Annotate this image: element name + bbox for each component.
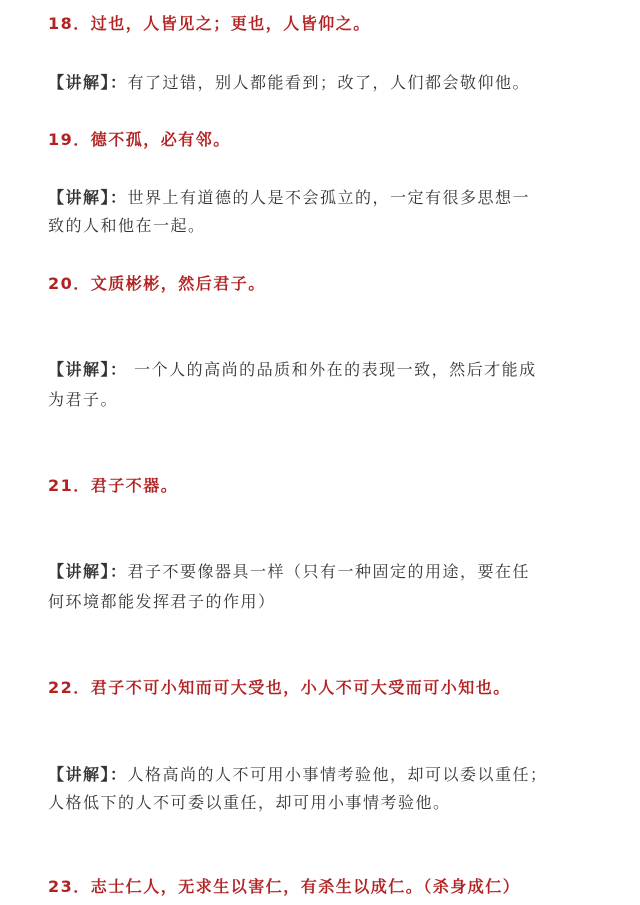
entry-23-heading: 23．志士仁人，无求生以害仁，有杀生以成仁。（杀身成仁） <box>48 877 521 896</box>
entry-20-heading: 20．文质彬彬，然后君子。 <box>48 274 266 293</box>
explanation-text: 有了过错，别人都能看到；改了，人们都会敬仰他。 <box>127 73 531 92</box>
explanation-text: 世界上有道德的人是不会孤立的，一定有很多思想一 <box>127 188 531 207</box>
explanation-tag: 【讲解】： <box>48 765 128 784</box>
entry-18-explanation-line-1 <box>48 73 594 93</box>
entry-20-explanation-line-1 <box>48 360 594 380</box>
explanation-tag: 【讲解】： <box>48 562 128 581</box>
entry-22-explanation-line-2: 人格低下的人不可委以重任，却可用小事情考验他。 <box>48 793 451 812</box>
explanation-text: 一个人的高尚的品质和外在的表现一致，然后才能成 <box>127 360 537 379</box>
entry-19-heading: 19．德不孤，必有邻。 <box>48 130 231 149</box>
explanation-tag: 【讲解】： <box>48 360 128 379</box>
entry-21-explanation-line-2: 何环境都能发挥君子的作用） <box>48 592 276 611</box>
entry-19-explanation-line-2: 致的人和他在一起。 <box>48 216 206 235</box>
entry-20-explanation-line-2: 为君子。 <box>48 390 119 409</box>
explanation-text: 人格高尚的人不可用小事情考验他，却可以委以重任； <box>127 765 548 784</box>
entry-21-explanation-line-1 <box>48 562 594 582</box>
explanation-text: 君子不要像器具一样（只有一种固定的用途，要在任 <box>127 562 531 581</box>
entry-19-explanation-line-1 <box>48 188 594 208</box>
explanation-tag: 【讲解】： <box>48 188 128 207</box>
explanation-tag: 【讲解】： <box>48 73 128 92</box>
entry-22-explanation-line-1 <box>48 765 594 785</box>
entry-22-heading: 22．君子不可小知而可大受也，小人不可大受而可小知也。 <box>48 678 511 697</box>
entry-18-heading: 18．过也，人皆见之；更也，人皆仰之。 <box>48 14 371 33</box>
entry-21-heading: 21．君子不器。 <box>48 476 179 495</box>
